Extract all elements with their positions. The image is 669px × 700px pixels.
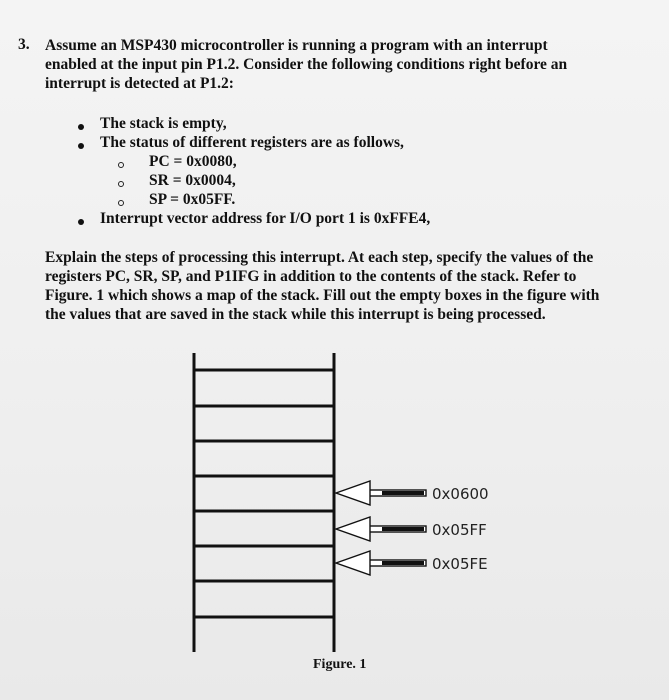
- address-label: 0x05FF: [432, 521, 487, 539]
- arrow-0x05ff-icon: [336, 517, 426, 541]
- register-sr: SR = 0x0004,: [149, 172, 236, 189]
- condition-stack-empty: The stack is empty,: [100, 115, 227, 132]
- explain-line: Figure. 1 which shows a map of the stack. Fill out the empty boxes in the figure with: [45, 287, 600, 304]
- question-line: Assume an MSP430 microcontroller is running a program with an interrupt: [45, 37, 548, 54]
- explain-line: registers PC, SR, SP, and P1IFG in addition to the contents of the stack. Refer to: [45, 268, 577, 285]
- register-sp: SP = 0x05FF.: [149, 191, 236, 208]
- register-pc: PC = 0x0080,: [149, 153, 237, 170]
- figure-caption: Figure. 1: [313, 657, 367, 672]
- question-line: enabled at the input pin P1.2. Consider the following conditions right before an: [45, 56, 568, 73]
- address-label: 0x0600: [432, 485, 489, 503]
- address-label: 0x05FE: [432, 555, 488, 573]
- condition-registers-intro: The status of different registers are as follows,: [100, 134, 404, 151]
- explain-line: the values that are saved in the stack while this interrupt is being processed.: [45, 306, 546, 323]
- condition-interrupt-vector: Interrupt vector address for I/O port 1 is 0xFFE4,: [100, 210, 431, 227]
- explain-line: Explain the steps of processing this interrupt. At each step, specify the values of the: [45, 249, 594, 266]
- arrow-0x0600-icon: [336, 481, 426, 505]
- question-number: 3.: [18, 36, 30, 53]
- question-line: interrupt is detected at P1.2:: [45, 75, 234, 92]
- arrow-0x05fe-icon: [336, 551, 426, 575]
